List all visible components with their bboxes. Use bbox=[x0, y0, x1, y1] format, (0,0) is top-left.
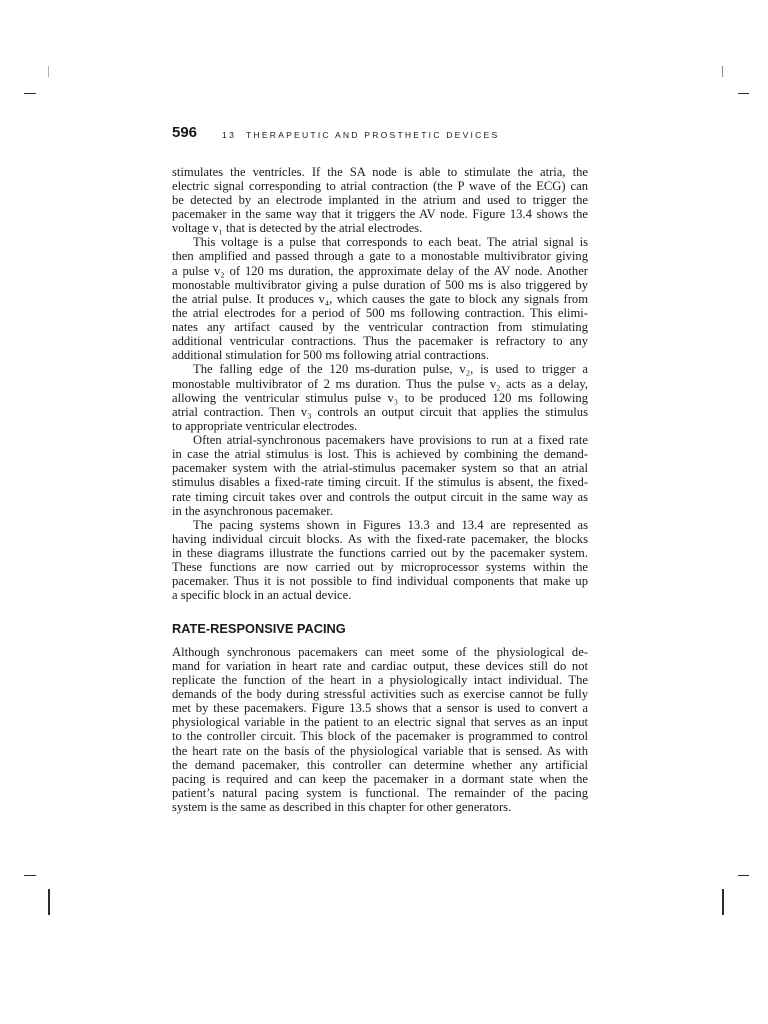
text-line: stimulus disables a fixed-rate timing circuit. If the stimulus is absent, the fixed- bbox=[172, 475, 588, 490]
text-line: allowing the ventricular stimulus pulse v₃ to be produced 120 ms following bbox=[172, 390, 588, 405]
text-line: in these diagrams illustrate the functions carried out by the pacemaker system. bbox=[172, 546, 588, 561]
text-line: mand for variation in heart rate and cardiac output, these devices still do not bbox=[172, 658, 588, 673]
section-heading: RATE-RESPONSIVE PACING bbox=[172, 621, 346, 636]
crop-mark-bottom-left-horizontal bbox=[24, 875, 36, 877]
text-line: replicate the function of the heart in a physiologically intact individual. The bbox=[172, 672, 588, 687]
text-line: This voltage is a pulse that corresponds to each beat. The atrial signal is bbox=[193, 235, 588, 250]
text-line: be detected by an electrode implanted in the atrium and used to trigger the bbox=[172, 192, 588, 207]
text-line: demands of the body during stressful activities such as exercise cannot be fully bbox=[172, 687, 588, 702]
text-line: pacing is required and can keep the pacemaker in a dormant state when the bbox=[172, 771, 588, 786]
crop-mark-bottom-right-vertical bbox=[722, 889, 724, 915]
text-line: then amplified and passed through a gate to a monostable multivibrator giving bbox=[172, 249, 588, 264]
text-line: The pacing systems shown in Figures 13.3 and 13.4 are represented as bbox=[193, 517, 588, 532]
text-line: to the controller circuit. This block of the pacemaker is programmed to control bbox=[172, 729, 588, 744]
crop-mark-bottom-left-vertical bbox=[48, 889, 50, 915]
text-line: electric signal corresponding to atrial contraction (the P wave of the ECG) can bbox=[172, 178, 588, 193]
text-column bbox=[172, 165, 588, 603]
paragraph bbox=[172, 518, 588, 603]
text-line: additional ventricular contractions. Thus the pacemaker is refractory to any bbox=[172, 334, 588, 349]
text-line: in the asynchronous pacemaker. bbox=[172, 503, 333, 518]
text-line: rate timing circuit takes over and controls the output circuit in the same way as bbox=[172, 489, 588, 504]
text-line: to appropriate ventricular electrodes. bbox=[172, 418, 358, 433]
text-line: monostable multivibrator giving a pulse duration of 500 ms is also triggered by bbox=[172, 277, 588, 292]
text-line: Although synchronous pacemakers can meet some of the physiological de- bbox=[172, 644, 588, 659]
paragraph bbox=[172, 362, 588, 433]
paragraph bbox=[172, 433, 588, 518]
page-number: 596 bbox=[172, 124, 198, 141]
text-line: pacemaker. Thus it is not possible to find individual components that make up bbox=[172, 574, 588, 589]
crop-mark-top-left-vertical bbox=[48, 66, 49, 77]
paragraph bbox=[172, 165, 588, 236]
chapter-title: THERAPEUTIC AND PROSTHETIC DEVICES bbox=[246, 129, 500, 140]
text-line: patient’s natural pacing system is functional. The remainder of the pacing bbox=[172, 785, 588, 800]
crop-mark-top-right-horizontal bbox=[738, 93, 749, 95]
text-line: atrial contraction. Then v₃ controls an output circuit that applies the stimulus bbox=[172, 404, 588, 419]
text-line: in case the atrial stimulus is lost. This is achieved by combining the demand- bbox=[172, 447, 588, 462]
crop-mark-top-left-horizontal bbox=[24, 93, 36, 95]
text-line: monostable multivibrator of 2 ms duration. Thus the pulse v₂ acts as a delay, bbox=[172, 376, 588, 391]
text-line: a pulse v₂ of 120 ms duration, the approximate delay of the AV node. Another bbox=[172, 263, 588, 278]
text-line: additional stimulation for 500 ms following atrial contractions. bbox=[172, 348, 489, 363]
paragraph bbox=[172, 645, 588, 815]
text-line: The falling edge of the 120 ms-duration pulse, v₂, is used to trigger a bbox=[193, 362, 588, 377]
text-column bbox=[172, 645, 588, 815]
text-line: the heart rate on the basis of the physiological variable that is sensed. As with bbox=[172, 743, 588, 758]
text-line: having individual circuit blocks. As with the fixed-rate pacemaker, the blocks bbox=[172, 531, 588, 546]
text-line: voltage v₁ that is detected by the atrial electrodes. bbox=[172, 221, 423, 236]
text-line: Often atrial-synchronous pacemakers have provisions to run at a fixed rate bbox=[193, 433, 588, 448]
text-line: physiological variable in the patient to an electric signal that serves as an input bbox=[172, 715, 588, 730]
text-line: met by these pacemakers. Figure 13.5 shows that a sensor is used to convert a bbox=[172, 701, 588, 716]
crop-mark-bottom-right-horizontal bbox=[738, 875, 749, 877]
text-line: stimulates the ventricles. If the SA node is able to stimulate the atria, the bbox=[172, 164, 588, 179]
text-line: nates any artifact caused by the ventricular contraction from stimulating bbox=[172, 320, 588, 335]
text-line: a specific block in an actual device. bbox=[172, 588, 352, 603]
text-line: the demand pacemaker, this controller can determine whether any artificial bbox=[172, 757, 588, 772]
crop-mark-top-right-vertical bbox=[722, 66, 723, 77]
text-line: the atrial electrodes for a period of 500 ms following contraction. This elimi- bbox=[172, 305, 588, 320]
text-line: system is the same as described in this chapter for other generators. bbox=[172, 800, 512, 815]
paragraph bbox=[172, 235, 588, 362]
text-line: pacemaker in the same way that it triggers the AV node. Figure 13.4 shows the bbox=[172, 207, 588, 222]
text-line: pacemaker system with the atrial-stimulus pacemaker system so that an atrial bbox=[172, 461, 588, 476]
text-line: These functions are now carried out by microprocessor systems within the bbox=[172, 560, 588, 575]
text-line: the atrial pulse. It produces v₄, which causes the gate to block any signals from bbox=[172, 291, 588, 306]
chapter-number: 13 bbox=[222, 129, 237, 140]
